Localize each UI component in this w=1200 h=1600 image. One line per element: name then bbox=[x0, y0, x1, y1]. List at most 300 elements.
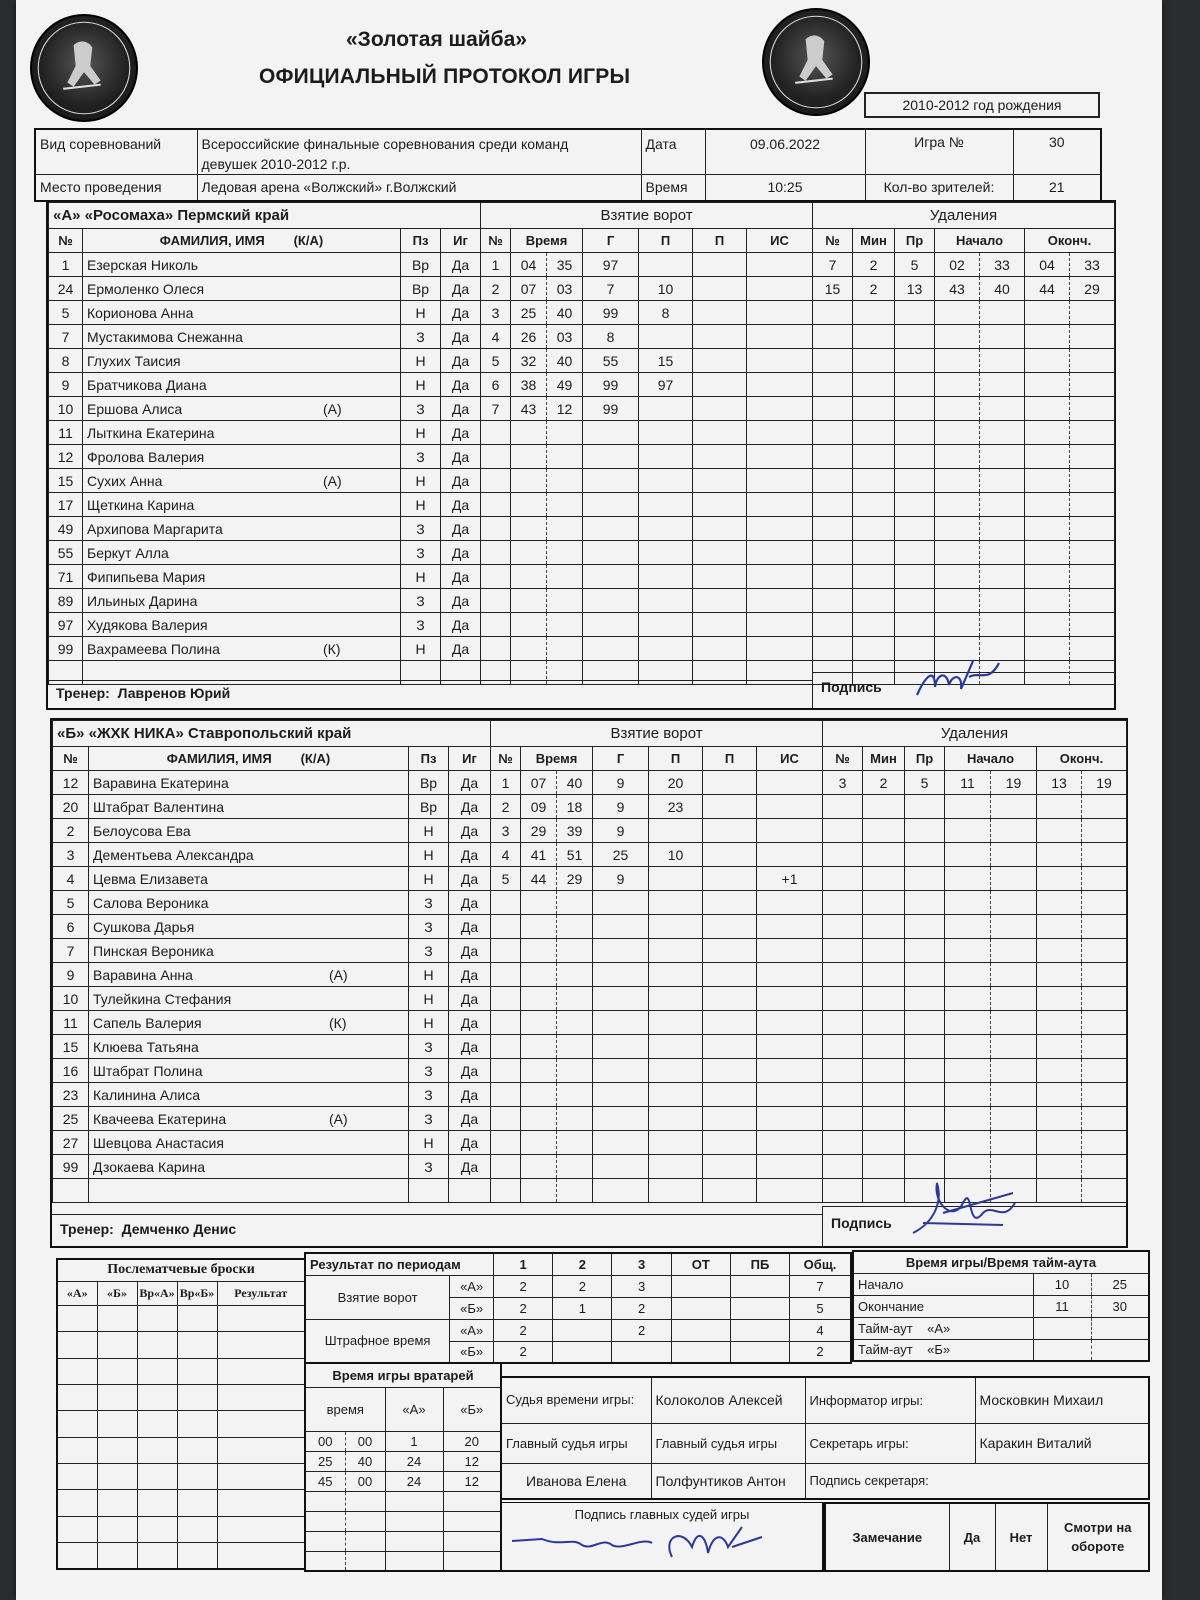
table-row bbox=[53, 1035, 491, 1059]
goal-row bbox=[481, 541, 813, 565]
goal-scorer: 9 bbox=[593, 867, 649, 891]
team-b-goals bbox=[490, 720, 823, 1203]
penalty-start-min bbox=[945, 987, 991, 1011]
goal-minute bbox=[511, 445, 547, 469]
penalty-player bbox=[813, 421, 853, 445]
penalty-player bbox=[823, 939, 863, 963]
penalty-row bbox=[813, 253, 1115, 277]
goal-row bbox=[491, 939, 823, 963]
player-position: Н bbox=[409, 843, 449, 867]
goalie-minute bbox=[305, 1491, 345, 1511]
goal-scorer bbox=[593, 891, 649, 915]
player-name: Ермоленко Олеся bbox=[87, 280, 205, 297]
goal-situation bbox=[747, 421, 813, 445]
penalty-end-min bbox=[1025, 613, 1070, 637]
goal-minute bbox=[511, 541, 547, 565]
goal-minute bbox=[521, 1059, 557, 1083]
goal-number: 1 bbox=[491, 771, 521, 795]
penalty-end-min bbox=[1025, 493, 1070, 517]
goal-number bbox=[491, 1107, 521, 1131]
goal-scorer bbox=[593, 1011, 649, 1035]
player-number: 17 bbox=[49, 493, 83, 517]
goalie-b bbox=[443, 1531, 501, 1551]
goal-number: 5 bbox=[481, 349, 511, 373]
table-row bbox=[49, 565, 481, 589]
penalty-end-min bbox=[1025, 325, 1070, 349]
team-b-penalties bbox=[822, 720, 1127, 1203]
goal-number bbox=[491, 1035, 521, 1059]
competition-value bbox=[197, 129, 641, 175]
penalty-minutes bbox=[863, 1107, 905, 1131]
player-name-cell bbox=[83, 541, 401, 565]
col-play: Иг bbox=[441, 229, 481, 253]
penalty-end-min bbox=[1037, 939, 1082, 963]
col-name-label: ФАМИЛИЯ, ИМЯ bbox=[159, 233, 265, 248]
penalty-reason bbox=[905, 843, 945, 867]
goal-minute bbox=[511, 421, 547, 445]
penalty-minutes bbox=[863, 987, 905, 1011]
goal-second bbox=[547, 493, 583, 517]
penalty-start-min bbox=[945, 1035, 991, 1059]
goal-row bbox=[481, 277, 813, 301]
table-row bbox=[53, 1059, 491, 1083]
goalie-minute bbox=[305, 1511, 345, 1531]
penalty-end-sec bbox=[1082, 1035, 1127, 1059]
goal-scorer: 99 bbox=[583, 301, 639, 325]
goal-assist-2 bbox=[703, 1131, 757, 1155]
shootout-col: Результат bbox=[217, 1281, 305, 1305]
venue-value: Ледовая арена «Волжский» г.Волжский bbox=[197, 175, 641, 201]
goal-second: 03 bbox=[547, 325, 583, 349]
team-b-coach bbox=[52, 1214, 822, 1246]
penalty-end-min bbox=[1037, 1155, 1082, 1179]
penalty-player bbox=[823, 843, 863, 867]
goal-assist-2 bbox=[693, 541, 747, 565]
penalty-minutes bbox=[863, 939, 905, 963]
goals-b-ot bbox=[671, 1297, 730, 1319]
shootout-row bbox=[57, 1332, 305, 1358]
penalty-start-min bbox=[945, 1059, 991, 1083]
goal-assist-2 bbox=[693, 253, 747, 277]
goal-scorer bbox=[583, 517, 639, 541]
goal-scorer bbox=[593, 963, 649, 987]
player-name-cell bbox=[89, 939, 409, 963]
penalty-minutes bbox=[863, 819, 905, 843]
penalty-reason bbox=[895, 613, 935, 637]
goal-assist-1: 10 bbox=[639, 277, 693, 301]
remark-table bbox=[824, 1502, 1150, 1572]
player-name: Квачеева Екатерина bbox=[93, 1110, 227, 1127]
player-position: З bbox=[409, 939, 449, 963]
goal-second bbox=[557, 1179, 593, 1203]
goal-assist-1 bbox=[639, 493, 693, 517]
goalie-second bbox=[345, 1551, 385, 1571]
penalty-start-sec bbox=[980, 421, 1025, 445]
player-number: 49 bbox=[49, 517, 83, 541]
goal-number bbox=[491, 1131, 521, 1155]
pim-a-so bbox=[730, 1319, 789, 1341]
goal-second bbox=[557, 1107, 593, 1131]
table-row bbox=[49, 397, 481, 421]
player-number: 99 bbox=[53, 1155, 89, 1179]
pen-col-reason: Пр bbox=[905, 747, 945, 771]
pim-b-p2 bbox=[553, 1341, 612, 1363]
goal-second bbox=[547, 541, 583, 565]
penalty-end-sec bbox=[1070, 397, 1115, 421]
game-value: 30 bbox=[1013, 129, 1101, 175]
shootout-cell bbox=[57, 1464, 97, 1490]
player-played: Да bbox=[449, 1107, 491, 1131]
timeout-a-h bbox=[1033, 1317, 1091, 1339]
goal-number bbox=[481, 565, 511, 589]
goal-number: 4 bbox=[481, 325, 511, 349]
penalty-player bbox=[813, 445, 853, 469]
penalty-reason bbox=[905, 795, 945, 819]
shootout-cell bbox=[97, 1306, 137, 1332]
penalty-start-min bbox=[945, 843, 991, 867]
goal-scorer bbox=[593, 987, 649, 1011]
penalty-minutes bbox=[853, 493, 895, 517]
penalty-start-min bbox=[945, 891, 991, 915]
goal-minute bbox=[521, 891, 557, 915]
goal-assist-2 bbox=[703, 1059, 757, 1083]
goal-second bbox=[557, 915, 593, 939]
player-name: Варавина Екатерина bbox=[93, 774, 229, 791]
shootout-cell bbox=[97, 1332, 137, 1358]
goal-minute bbox=[511, 469, 547, 493]
player-number: 10 bbox=[53, 987, 89, 1011]
penalty-minutes bbox=[853, 373, 895, 397]
goalie-row bbox=[305, 1451, 501, 1471]
penalty-end-sec bbox=[1082, 795, 1127, 819]
goals-a-p2: 2 bbox=[553, 1275, 612, 1297]
penalty-end-sec bbox=[1070, 445, 1115, 469]
player-played: Да bbox=[449, 939, 491, 963]
goals-b-p3: 2 bbox=[612, 1297, 671, 1319]
table-row bbox=[49, 421, 481, 445]
goal-assist-2 bbox=[693, 517, 747, 541]
goal-second: 29 bbox=[557, 867, 593, 891]
shootout-cell bbox=[57, 1437, 97, 1463]
goal-assist-1 bbox=[649, 915, 703, 939]
player-role: (А) bbox=[329, 966, 348, 983]
goal-second bbox=[557, 963, 593, 987]
goal-col-num: № bbox=[491, 747, 521, 771]
penalty-reason bbox=[905, 915, 945, 939]
goalie-b bbox=[443, 1511, 501, 1531]
penalty-end-min: 13 bbox=[1037, 771, 1082, 795]
penalty-minutes bbox=[863, 1179, 905, 1203]
goalie-b: 12 bbox=[443, 1451, 501, 1471]
player-position: З bbox=[401, 397, 441, 421]
penalty-minutes bbox=[853, 421, 895, 445]
goalie-row bbox=[305, 1551, 501, 1571]
penalty-end-sec bbox=[1082, 1059, 1127, 1083]
goal-situation bbox=[747, 637, 813, 661]
goal-minute: 07 bbox=[521, 771, 557, 795]
player-name: Тулейкина Стефания bbox=[93, 990, 232, 1007]
penalty-reason bbox=[895, 349, 935, 373]
periods-pim-b-label: «Б» bbox=[450, 1341, 494, 1363]
shootout-cell bbox=[137, 1464, 177, 1490]
table-row bbox=[49, 373, 481, 397]
pen-col-min: Мин bbox=[853, 229, 895, 253]
goal-assist-1 bbox=[649, 1083, 703, 1107]
pim-b-p3 bbox=[612, 1341, 671, 1363]
goal-assist-1 bbox=[639, 325, 693, 349]
penalty-reason: 5 bbox=[905, 771, 945, 795]
penalty-player bbox=[823, 915, 863, 939]
goal-number: 7 bbox=[481, 397, 511, 421]
player-name-cell bbox=[89, 915, 409, 939]
table-row bbox=[53, 987, 491, 1011]
tournament-name: «Золотая шайба» bbox=[346, 28, 527, 51]
penalty-reason bbox=[895, 421, 935, 445]
penalty-row bbox=[813, 325, 1115, 349]
table-row bbox=[49, 445, 481, 469]
goal-assist-2 bbox=[703, 891, 757, 915]
shootout-cell bbox=[177, 1490, 217, 1516]
shootout-cell bbox=[217, 1437, 305, 1463]
penalty-end-sec bbox=[1070, 517, 1115, 541]
penalty-minutes bbox=[853, 325, 895, 349]
periods-goals-label: Взятие ворот bbox=[305, 1275, 450, 1319]
goal-assist-1 bbox=[639, 637, 693, 661]
protocol-sheet bbox=[16, 0, 1162, 1600]
goal-situation bbox=[747, 349, 813, 373]
goal-number: 5 bbox=[491, 867, 521, 891]
pen-col-end: Оконч. bbox=[1037, 747, 1127, 771]
periods-pim-label: Штрафное время bbox=[305, 1319, 450, 1363]
goal-scorer bbox=[583, 445, 639, 469]
period-col-so: ПБ bbox=[730, 1253, 789, 1275]
player-name-cell bbox=[89, 1035, 409, 1059]
player-number: 2 bbox=[53, 819, 89, 843]
player-played: Да bbox=[441, 373, 481, 397]
goal-assist-1 bbox=[649, 1059, 703, 1083]
goal-minute bbox=[511, 589, 547, 613]
penalty-start-min bbox=[935, 565, 980, 589]
team-b-title: «Б» «ЖХК НИКА» Ставропольский край bbox=[53, 721, 491, 747]
player-name: Корионова Анна bbox=[87, 304, 194, 321]
player-name-cell bbox=[89, 867, 409, 891]
player-name-cell bbox=[89, 819, 409, 843]
goalie-minute: 45 bbox=[305, 1471, 345, 1491]
goal-col-scorer: Г bbox=[593, 747, 649, 771]
team-a-roster bbox=[48, 202, 481, 685]
penalty-row bbox=[823, 843, 1127, 867]
goal-situation bbox=[747, 373, 813, 397]
goal-situation bbox=[747, 301, 813, 325]
goal-situation bbox=[757, 915, 823, 939]
goal-assist-2 bbox=[693, 445, 747, 469]
goal-assist-2 bbox=[703, 963, 757, 987]
goal-row bbox=[481, 613, 813, 637]
player-name: Белоусова Ева bbox=[93, 822, 191, 839]
penalty-player bbox=[813, 565, 853, 589]
player-position: З bbox=[409, 1107, 449, 1131]
penalty-start-sec bbox=[980, 589, 1025, 613]
player-position: Н bbox=[401, 301, 441, 325]
player-name: Беркут Алла bbox=[87, 544, 169, 561]
competition-line-1: Всероссийские финальные соревнования среди команд bbox=[201, 136, 569, 152]
timeout-team-a: «А» bbox=[927, 1320, 951, 1336]
player-number: 15 bbox=[53, 1035, 89, 1059]
goal-second bbox=[547, 565, 583, 589]
pim-a-total: 4 bbox=[790, 1319, 851, 1341]
goal-assist-1 bbox=[649, 939, 703, 963]
table-row bbox=[49, 613, 481, 637]
player-name-cell bbox=[83, 301, 401, 325]
penalty-minutes bbox=[863, 891, 905, 915]
goal-assist-2 bbox=[693, 397, 747, 421]
penalty-row bbox=[813, 445, 1115, 469]
goal-situation bbox=[747, 277, 813, 301]
penalty-end-min bbox=[1037, 915, 1082, 939]
goal-col-time: Время bbox=[521, 747, 593, 771]
goal-scorer bbox=[583, 541, 639, 565]
player-name: Сухих Анна bbox=[87, 472, 163, 489]
periods-title: Результат по периодам bbox=[305, 1253, 494, 1275]
player-number: 99 bbox=[49, 637, 83, 661]
chief-judge-label-1: Главный судья игры bbox=[501, 1423, 651, 1463]
goal-number: 4 bbox=[491, 843, 521, 867]
penalty-player bbox=[813, 613, 853, 637]
player-role: (А) bbox=[329, 1110, 348, 1127]
shootout-cell bbox=[177, 1464, 217, 1490]
player-name-cell bbox=[83, 421, 401, 445]
player-name-cell bbox=[83, 445, 401, 469]
penalty-minutes bbox=[863, 1035, 905, 1059]
col-num: № bbox=[53, 747, 89, 771]
goal-number bbox=[491, 915, 521, 939]
table-row bbox=[53, 1179, 491, 1203]
player-number: 23 bbox=[53, 1083, 89, 1107]
pen-col-start: Начало bbox=[945, 747, 1037, 771]
informer-name: Московкин Михаил bbox=[975, 1377, 1149, 1423]
table-row bbox=[49, 637, 481, 661]
goalie-minute: 00 bbox=[305, 1431, 345, 1451]
chief-judge-name-2: Полфунтиков Антон bbox=[651, 1463, 805, 1499]
goalie-row bbox=[305, 1471, 501, 1491]
goal-second bbox=[547, 637, 583, 661]
player-position: Н bbox=[409, 1131, 449, 1155]
goalie-a bbox=[385, 1551, 443, 1571]
team-a-section bbox=[46, 200, 1116, 710]
team-b-roster bbox=[52, 720, 491, 1203]
time-label: Время bbox=[641, 175, 705, 201]
goal-number bbox=[491, 1179, 521, 1203]
remark-no: Нет bbox=[995, 1503, 1047, 1571]
player-name-cell bbox=[83, 325, 401, 349]
goal-assist-1 bbox=[639, 541, 693, 565]
shootout-cell bbox=[97, 1516, 137, 1542]
penalty-row bbox=[823, 867, 1127, 891]
goal-row bbox=[481, 469, 813, 493]
goal-assist-1 bbox=[649, 1107, 703, 1131]
penalty-end-min bbox=[1037, 795, 1082, 819]
player-name-cell bbox=[89, 1059, 409, 1083]
goalie-b: 20 bbox=[443, 1431, 501, 1451]
player-position: З bbox=[409, 1035, 449, 1059]
penalty-row bbox=[823, 1107, 1127, 1131]
goal-second: 03 bbox=[547, 277, 583, 301]
periods-table bbox=[304, 1252, 852, 1364]
shootout-cell bbox=[57, 1306, 97, 1332]
player-played: Да bbox=[449, 1131, 491, 1155]
shootout-cell bbox=[137, 1437, 177, 1463]
goal-number bbox=[491, 963, 521, 987]
penalty-start-sec bbox=[991, 1059, 1037, 1083]
shootout-col: Вр«Б» bbox=[177, 1281, 217, 1305]
player-position: Н bbox=[401, 349, 441, 373]
player-position: Н bbox=[401, 373, 441, 397]
goal-situation bbox=[747, 613, 813, 637]
table-row bbox=[53, 1131, 491, 1155]
player-name: Цевма Елизавета bbox=[93, 870, 208, 887]
penalty-end-min bbox=[1025, 541, 1070, 565]
penalty-end-sec bbox=[1082, 915, 1127, 939]
player-name-cell bbox=[83, 637, 401, 661]
player-played: Да bbox=[441, 469, 481, 493]
team-a-coach bbox=[48, 680, 812, 708]
col-name-label: ФАМИЛИЯ, ИМЯ bbox=[166, 751, 272, 766]
goal-situation bbox=[747, 397, 813, 421]
penalty-reason bbox=[905, 891, 945, 915]
goal-assist-2 bbox=[703, 1155, 757, 1179]
penalty-start-min bbox=[935, 325, 980, 349]
player-number: 5 bbox=[53, 891, 89, 915]
penalty-end-min: 44 bbox=[1025, 277, 1070, 301]
shootout-cell bbox=[57, 1490, 97, 1516]
goal-situation bbox=[747, 541, 813, 565]
table-row bbox=[49, 253, 481, 277]
penalty-start-sec: 33 bbox=[980, 253, 1025, 277]
goal-scorer bbox=[593, 1059, 649, 1083]
player-name: Дементьева Александра bbox=[93, 846, 254, 863]
shootout-cell bbox=[217, 1516, 305, 1542]
penalty-start-sec bbox=[991, 1011, 1037, 1035]
player-number: 15 bbox=[49, 469, 83, 493]
penalty-end-sec bbox=[1082, 867, 1127, 891]
goalie-second bbox=[345, 1491, 385, 1511]
goal-second bbox=[557, 987, 593, 1011]
penalty-start-sec bbox=[991, 915, 1037, 939]
sign-label: Подпись bbox=[831, 1215, 892, 1231]
penalty-minutes bbox=[853, 469, 895, 493]
game-end-hours: 11 bbox=[1033, 1295, 1091, 1317]
penalty-minutes bbox=[853, 565, 895, 589]
venue-label: Место проведения bbox=[35, 175, 197, 201]
col-name bbox=[83, 229, 401, 253]
goalie-second: 00 bbox=[345, 1431, 385, 1451]
player-played: Да bbox=[441, 637, 481, 661]
penalty-player bbox=[823, 1083, 863, 1107]
game-start-minutes: 25 bbox=[1091, 1273, 1149, 1295]
penalty-reason bbox=[905, 987, 945, 1011]
penalty-end-min bbox=[1037, 963, 1082, 987]
shootout-cell bbox=[97, 1543, 137, 1569]
table-row bbox=[53, 891, 491, 915]
goal-minute bbox=[521, 1131, 557, 1155]
competition-line-2: девушек 2010-2012 г.р. bbox=[201, 156, 351, 172]
player-name-cell bbox=[83, 373, 401, 397]
goal-scorer bbox=[593, 1155, 649, 1179]
goal-number bbox=[491, 1083, 521, 1107]
player-played: Да bbox=[441, 325, 481, 349]
shootout-cell bbox=[217, 1543, 305, 1569]
goal-assist-1 bbox=[649, 1155, 703, 1179]
